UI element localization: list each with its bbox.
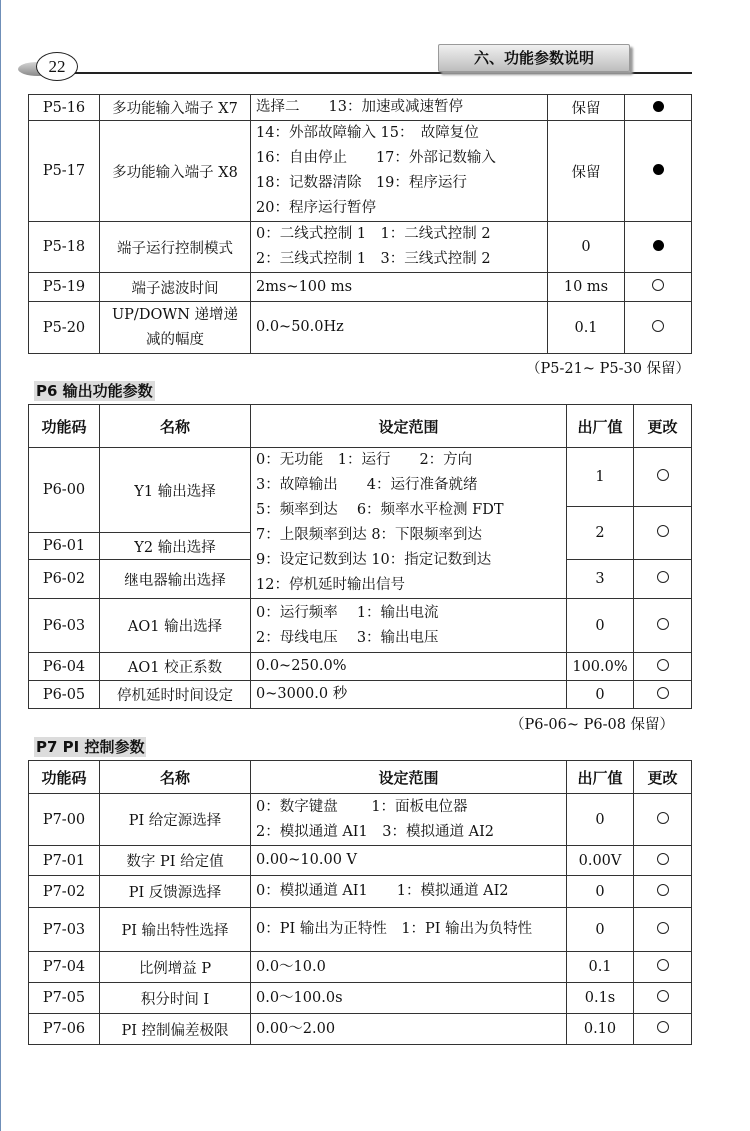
param-default: 0 xyxy=(567,794,634,846)
param-change xyxy=(634,599,692,653)
param-name: 数字 PI 给定值 xyxy=(100,846,251,876)
open-circle-icon xyxy=(657,853,669,865)
param-range: 0~3000.0 秒 xyxy=(251,681,567,709)
param-name: UP/DOWN 递增递减的幅度 xyxy=(100,302,251,354)
param-name: 多功能输入端子 X7 xyxy=(100,95,251,121)
param-name: 积分时间 I xyxy=(100,983,251,1014)
param-range: 0：数字键盘 1：面板电位器 2：模拟通道 AI1 3：模拟通道 AI2 xyxy=(251,794,567,846)
param-range: 0.00～2.00 xyxy=(251,1014,567,1045)
param-change xyxy=(634,560,692,599)
param-code: P7-02 xyxy=(29,876,100,908)
open-circle-icon xyxy=(657,659,669,671)
column-header-name: 名称 xyxy=(100,405,251,448)
table-row xyxy=(29,794,692,846)
param-code: P5-18 xyxy=(29,222,100,273)
column-header-default: 出厂值 xyxy=(567,761,634,794)
table-header-row xyxy=(29,405,692,448)
param-default: 0.1 xyxy=(548,302,625,354)
table-row xyxy=(29,846,692,876)
param-name: 继电器输出选择 xyxy=(100,560,251,599)
open-circle-icon xyxy=(657,884,669,896)
param-code: P7-00 xyxy=(29,794,100,846)
param-code: P7-05 xyxy=(29,983,100,1014)
param-code: P7-04 xyxy=(29,952,100,983)
section-title-p6: P6 输出功能参数 xyxy=(36,382,153,400)
page-edge-rule xyxy=(0,0,1,1131)
param-default: 100.0% xyxy=(567,653,634,681)
open-circle-icon xyxy=(657,687,669,699)
param-code: P6-02 xyxy=(29,560,100,599)
param-change xyxy=(634,908,692,952)
column-header-change: 更改 xyxy=(634,405,692,448)
param-range: 14：外部故障输入 15： 故障复位 16：自由停止 17：外部记数输入 18：记数器清除 19：程序运行 20：程序运行暂停 xyxy=(251,121,548,222)
open-circle-icon xyxy=(652,320,664,332)
param-change xyxy=(634,1014,692,1045)
param-change xyxy=(634,448,692,507)
param-default: 2 xyxy=(567,507,634,560)
param-change xyxy=(634,507,692,560)
p7-parameter-table xyxy=(28,760,692,1045)
column-header-range: 设定范围 xyxy=(251,405,567,448)
table-row xyxy=(29,952,692,983)
p6-parameter-table xyxy=(28,404,692,709)
open-circle-icon xyxy=(657,618,669,630)
param-change xyxy=(625,222,692,273)
param-name: 端子运行控制模式 xyxy=(100,222,251,273)
param-name: 比例增益 P xyxy=(100,952,251,983)
table-row xyxy=(29,273,692,302)
param-code: P5-16 xyxy=(29,95,100,121)
param-default: 0 xyxy=(567,681,634,709)
param-range: 0.0~250.0% xyxy=(251,653,567,681)
param-code: P7-03 xyxy=(29,908,100,952)
param-code: P6-00 xyxy=(29,448,100,533)
param-name: PI 给定源选择 xyxy=(100,794,251,846)
table-row xyxy=(29,448,692,507)
param-change xyxy=(634,846,692,876)
column-header-code: 功能码 xyxy=(29,761,100,794)
table-row xyxy=(29,95,692,121)
open-circle-icon xyxy=(657,571,669,583)
param-range: 0：二线式控制 1 1：二线式控制 2 2：三线式控制 1 3：三线式控制 2 xyxy=(251,222,548,273)
page-number: 22 xyxy=(36,52,78,81)
param-default: 0.00V xyxy=(567,846,634,876)
p5-parameter-table xyxy=(28,94,692,354)
param-default: 0.1 xyxy=(567,952,634,983)
param-default: 0 xyxy=(567,876,634,908)
param-range: 0：无功能 1：运行 2：方向 3：故障输出 4：运行准备就绪 5：频率到达 6：频率水平检测 FDT 7：上限频率到达 8：下限频率到达 9：设定记数到达 10：指定记数到达 12：停机延时输出信号 xyxy=(251,448,567,599)
table-row xyxy=(29,876,692,908)
param-default: 10 ms xyxy=(548,273,625,302)
column-header-name: 名称 xyxy=(100,761,251,794)
param-change xyxy=(634,876,692,908)
param-code: P6-03 xyxy=(29,599,100,653)
table-row xyxy=(29,222,692,273)
param-change xyxy=(634,952,692,983)
reserved-note: （P6-06~ P6-08 保留） xyxy=(510,717,675,733)
open-circle-icon xyxy=(657,1021,669,1033)
param-change xyxy=(625,302,692,354)
open-circle-icon xyxy=(657,469,669,481)
open-circle-icon xyxy=(657,959,669,971)
param-default: 0.10 xyxy=(567,1014,634,1045)
table-row xyxy=(29,681,692,709)
param-range: 0：运行频率 1：输出电流 2：母线电压 3：输出电压 xyxy=(251,599,567,653)
param-change xyxy=(634,681,692,709)
param-change xyxy=(625,273,692,302)
param-default: 0.1s xyxy=(567,983,634,1014)
param-name: PI 反馈源选择 xyxy=(100,876,251,908)
table-row xyxy=(29,653,692,681)
column-header-change: 更改 xyxy=(634,761,692,794)
table-row xyxy=(29,302,692,354)
param-change xyxy=(634,983,692,1014)
param-code: P7-06 xyxy=(29,1014,100,1045)
filled-dot-icon xyxy=(653,101,664,112)
param-code: P6-05 xyxy=(29,681,100,709)
table-row xyxy=(29,908,692,952)
param-range: 0.0～100.0s xyxy=(251,983,567,1014)
param-name: AO1 输出选择 xyxy=(100,599,251,653)
param-range: 0：模拟通道 AI1 1：模拟通道 AI2 xyxy=(251,876,567,908)
param-range: 0.0～10.0 xyxy=(251,952,567,983)
open-circle-icon xyxy=(657,812,669,824)
param-default: 1 xyxy=(567,448,634,507)
table-row xyxy=(29,121,692,222)
param-name: AO1 校正系数 xyxy=(100,653,251,681)
param-default: 0 xyxy=(567,908,634,952)
param-code: P5-17 xyxy=(29,121,100,222)
column-header-code: 功能码 xyxy=(29,405,100,448)
param-default: 3 xyxy=(567,560,634,599)
column-header-range: 设定范围 xyxy=(251,761,567,794)
open-circle-icon xyxy=(652,279,664,291)
param-name: 多功能输入端子 X8 xyxy=(100,121,251,222)
param-change xyxy=(625,95,692,121)
param-name: Y1 输出选择 xyxy=(100,448,251,533)
param-range: 0.0~50.0Hz xyxy=(251,302,548,354)
chapter-title-tab: 六、功能参数说明 xyxy=(438,44,630,72)
param-name: PI 输出特性选择 xyxy=(100,908,251,952)
table-header-row xyxy=(29,761,692,794)
param-default: 0 xyxy=(567,599,634,653)
param-code: P6-04 xyxy=(29,653,100,681)
param-name: 端子滤波时间 xyxy=(100,273,251,302)
param-range: 0.00~10.00 V xyxy=(251,846,567,876)
param-change xyxy=(634,653,692,681)
filled-dot-icon xyxy=(653,240,664,251)
table-row xyxy=(29,983,692,1014)
param-name: PI 控制偏差极限 xyxy=(100,1014,251,1045)
param-range: 2ms~100 ms xyxy=(251,273,548,302)
param-default: 0 xyxy=(548,222,625,273)
open-circle-icon xyxy=(657,922,669,934)
section-title-p7: P7 PI 控制参数 xyxy=(36,738,145,756)
param-code: P5-19 xyxy=(29,273,100,302)
filled-dot-icon xyxy=(653,164,664,175)
param-code: P7-01 xyxy=(29,846,100,876)
param-name: Y2 输出选择 xyxy=(100,533,251,560)
header-rule xyxy=(60,72,692,74)
param-change xyxy=(625,121,692,222)
param-code: P5-20 xyxy=(29,302,100,354)
param-change xyxy=(634,794,692,846)
param-range: 0：PI 输出为正特性 1：PI 输出为负特性 xyxy=(251,908,567,952)
param-code: P6-01 xyxy=(29,533,100,560)
param-default: 保留 xyxy=(548,95,625,121)
open-circle-icon xyxy=(657,990,669,1002)
reserved-note: （P5-21~ P5-30 保留） xyxy=(526,361,691,377)
table-row xyxy=(29,599,692,653)
param-default: 保留 xyxy=(548,121,625,222)
open-circle-icon xyxy=(657,525,669,537)
param-range: 选择二 13：加速或减速暂停 xyxy=(251,95,548,121)
table-row xyxy=(29,1014,692,1045)
column-header-default: 出厂值 xyxy=(567,405,634,448)
param-name: 停机延时时间设定 xyxy=(100,681,251,709)
